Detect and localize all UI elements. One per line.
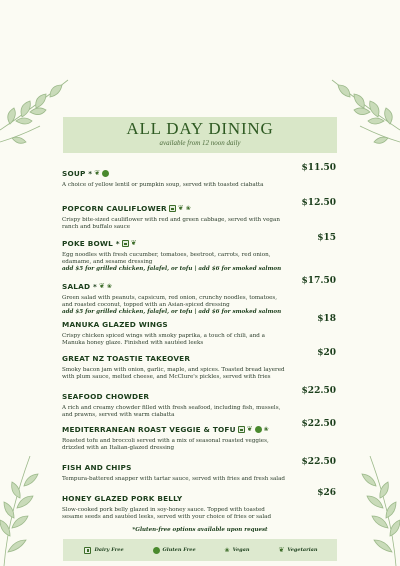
- menu-item-description: Crispy bite-sized cauliflower with red and green cabbage, served with vegan ranch and buffalo sauce: [62, 217, 280, 230]
- menu-item: [62, 488, 338, 521]
- menu-item: [62, 348, 338, 381]
- menu-item-header: [62, 488, 338, 507]
- vegan-icon: ❀: [224, 546, 230, 554]
- vegan-icon: ❀: [185, 205, 191, 212]
- gluten-free-icon: [102, 170, 109, 177]
- menu-item-addon: add $5 for grilled chicken, falafel, or tofu | add $6 for smoked salmon: [62, 266, 282, 272]
- menu-item-price: $17.50: [301, 276, 336, 286]
- gluten-free-footnote: *Gluten-free options available upon request: [132, 527, 268, 533]
- leaf-decoration-bottom-right: [340, 456, 400, 566]
- menu-item-description: Egg noodles with fresh cucumber, tomatoes, beetroot, carrots, red onion, edamame, and sesame dressing: [62, 252, 271, 265]
- menu-item: [62, 314, 338, 347]
- menu-item-name: SOUP *: [62, 169, 93, 178]
- menu-item: [62, 163, 338, 189]
- menu-item: [62, 419, 338, 452]
- menu-item: [62, 276, 338, 316]
- menu-item-header: [62, 457, 338, 476]
- leaf-decoration-top-left: [0, 70, 70, 150]
- menu-item-price: $26: [317, 488, 336, 498]
- legend-item: [276, 547, 317, 554]
- menu-item-price: $15: [317, 233, 336, 243]
- menu-item-name: MEDITERRANEAN ROAST VEGGIE & TOFU: [62, 425, 236, 434]
- menu-item-header: [62, 314, 338, 333]
- gluten-free-icon: [153, 547, 160, 554]
- menu-item-description: A choice of yellow lentil or pumpkin soup, served with toasted ciabatta: [62, 182, 264, 188]
- menu-item-description: Tempura-battered snapper with tartar sauce, served with fries and fresh salad: [62, 476, 285, 482]
- page-title: ALL DAY DINING: [126, 119, 274, 138]
- menu-item: [62, 386, 338, 419]
- leaf-decoration-top-right: [330, 70, 400, 150]
- menu-item-header: [62, 198, 338, 217]
- legend-item: [223, 547, 250, 554]
- menu-item-price: $20: [317, 348, 336, 358]
- legend-label: Gluten Free: [162, 547, 196, 553]
- menu-header: [63, 117, 337, 153]
- vegan-icon: ❀: [263, 426, 269, 433]
- menu-item-header: [62, 276, 338, 295]
- menu-item-header: [62, 348, 338, 367]
- menu-item-price: $11.50: [301, 163, 336, 173]
- menu-item: [62, 233, 338, 273]
- leaf-decoration-bottom-left: [0, 456, 60, 566]
- menu-item: [62, 457, 338, 483]
- menu-item-name: SEAFOOD CHOWDER: [62, 392, 150, 401]
- legend-label: Vegetarian: [287, 547, 318, 553]
- menu-item-header: [62, 233, 338, 252]
- vegetarian-icon: ❦: [130, 239, 137, 247]
- menu-item-description: Crispy chicken spiced wings with smoky paprika, a touch of chili, and a Manuka honey glaze. Finished with sautéed leeks: [62, 333, 265, 346]
- menu-item-description: A rich and creamy chowder filled with fresh seafood, including fish, mussels, and prawns, served with warm ciabatta: [62, 405, 281, 418]
- menu-item-name: HONEY GLAZED PORK BELLY: [62, 494, 183, 503]
- dairy-free-icon: [84, 547, 91, 554]
- menu-item-name: FISH AND CHIPS: [62, 463, 132, 472]
- menu-item-addon: add $5 for grilled chicken, falafel, or tofu | add $6 for smoked salmon: [62, 309, 282, 315]
- menu-item-price: $22.50: [301, 419, 336, 429]
- dairy-free-icon: [238, 426, 245, 433]
- legend-label: Dairy Free: [94, 547, 124, 553]
- legend-item: [151, 547, 196, 554]
- dairy-free-icon: [169, 205, 176, 212]
- vegetarian-icon: ❦: [177, 204, 184, 212]
- vegan-icon: ❀: [106, 283, 112, 290]
- vegetarian-icon: ❦: [94, 169, 101, 177]
- menu-item-description: Smoky bacon jam with onion, garlic, maple, and spices. Toasted bread layered with plum sauce, melted cheese, and McClure's pickles, served with fries: [62, 367, 285, 380]
- menu-item-price: $12.50: [301, 198, 336, 208]
- menu-item-name: GREAT NZ TOASTIE TAKEOVER: [62, 354, 191, 363]
- vegetarian-icon: ❦: [246, 425, 253, 433]
- dairy-free-icon: [122, 240, 129, 247]
- gluten-free-icon: [255, 426, 262, 433]
- menu-item-description: Green salad with peanuts, capsicum, red onion, crunchy noodles, tomatoes, and roasted coconut, topped with an Asian-spiced dressing: [62, 295, 278, 308]
- availability-note: available from 12 noon daily: [159, 139, 241, 147]
- dietary-legend: [63, 539, 337, 561]
- legend-item: [82, 547, 123, 554]
- menu-item-price: $22.50: [301, 457, 336, 467]
- menu-item-description: Roasted tofu and broccoli served with a mix of seasonal roasted veggies, drizzled with an Italian-glazed dressing: [62, 438, 269, 451]
- vegetarian-icon: ❦: [278, 545, 285, 554]
- menu-item-name: MANUKA GLAZED WINGS: [62, 320, 168, 329]
- vegetarian-icon: ❦: [99, 282, 105, 290]
- menu-item-header: [62, 419, 338, 438]
- menu-item-price: $18: [317, 314, 336, 324]
- menu-item-price: $22.50: [301, 386, 336, 396]
- menu-item-name: SALAD *: [62, 282, 98, 291]
- menu-item-header: [62, 386, 338, 405]
- menu-item: [62, 198, 338, 231]
- menu-item-header: [62, 163, 338, 182]
- menu-item-name: POPCORN CAULIFLOWER: [62, 204, 167, 213]
- legend-label: Vegan: [232, 547, 250, 553]
- menu-item-description: Slow-cooked pork belly glazed in soy-honey sauce. Topped with toasted sesame seeds and sautéed leeks, served with your choice of fries or salad: [62, 507, 272, 520]
- menu-item-name: POKE BOWL *: [62, 239, 120, 248]
